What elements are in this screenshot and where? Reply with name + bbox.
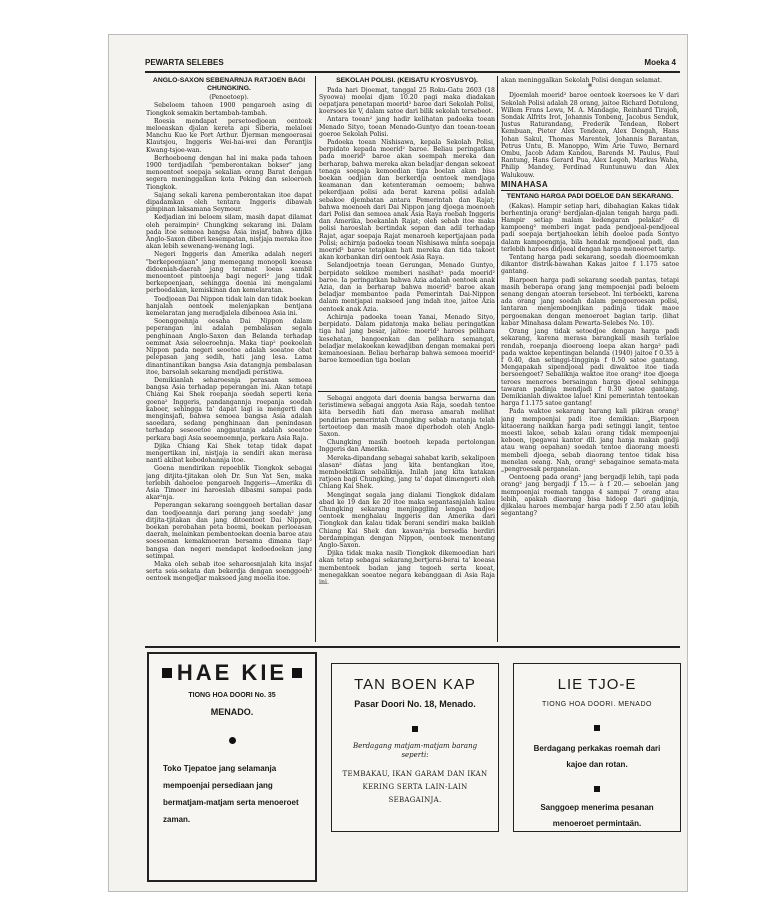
paragraph: Padoeka toean Nishisawa, kepala Sekolah Polisi, berpidato kepada moerid² baroe. Beliau peringatkan pada moerid² baroe akan soempah mereka dan berharap, bahwa mereka akan beladjar dengan sekoeat tenaga soepaja kemoedian tiga boelan akan bisa boekan oedjian dan berkerdja oentoek mendjaga keamanan dan ketenteraman oemoem; bahwa pekerdjaan polisi ada berat karena polisi adalah sebakoe djembatan antara Pemerintah dan Rajat; bahwa moenoeh dari Dai Nippon jang djoega moenoeh dari Polisi dan semoea anak Asia Raya roebah Inggeris dan Amerika, boekanlah Rajat; oleh sebab itoe maka polisi haroeslah bertindak sopan dan adil terhadap Rajat, agar soepaja Rajat menaroeh kepertjajaan pada Polisi; achirnja padoeka toean Nishisawa minta soepaja moerid² baroe tetapkan hati mereka dan tida takoet akan korbankan diri oentoek Asia Raya. <box>319 139 495 262</box>
ad-name: HAE KIE <box>176 660 288 685</box>
bullet-dot <box>229 737 236 744</box>
paragraph: Tentang harga padi sekarang, soedah dioemoemkan dikantor distrik-bawahan Kakas jaitoe f 1.175 satoe gantang. <box>501 254 679 276</box>
article-title: SEKOLAH POLISI. (KEISATU KYOSYUSYO). <box>336 77 478 84</box>
ad-line-2: TEMBAKAU, IKAN GARAM DAN IKAN KERING SERTA LAIN-LAIN SEBAGAINJA. <box>342 770 488 804</box>
ad-hae-kie <box>147 652 317 882</box>
ad-lie-tjo-e <box>513 663 681 832</box>
ornament-block <box>162 668 172 678</box>
paragraph: Biarpoen harga padi sekarang soedah pantas, tetapi masih beberapa orang jang mempoenjai padi beloem senang dengan atoeran tersebeot. Ini terboekti, karena ada orang jang soedah dalam pengoeroesan polisi, lantaran menjemboenjikan padinja tidak maoe pergoenakan dengan menoeroet bagian tarip. (lihat kabar Minahasa dalam Pewarta-Selebes No. 10). <box>501 276 679 327</box>
section-heading: MINAHASA <box>501 179 549 189</box>
paragraph: Soenggoehnja oesaha Dai Nippon dalam peperangan ini adalah pembalasan segala penghinaan Anglo-Saxon dan Belanda terhadap oemmat Asia seloeroehnja. Maka tiap² poekoelan Nippon pada negeri seoetoe adalah soeatoe obat pelepasan jang sedih, hati jang lesa. Lama dinantinantikan bangsa Asia datangnja pembalasan itoe, barsolah sekarang mendjadi peristiwa. <box>146 318 312 376</box>
paragraph: Orang jang tidak setoedjoe dengan harga padi sekarang, karena merasa barangkali masih terlaloe rendah, roepanja dioeroeng loepa akan harga² padi pada waktoe kepentingan belanda (1940) jaitoe f 0.35 à f 0.40, dan setinggi-tingginja f 0.50 satoe gantang. Mengapakah sipendjoeal padi diwaktoe itoe tiada bersoengoet? Sebaliknja waktoe itoe orang² itoe djoega teroes meneroes bersaingan harga djoeal sehingga tawaran padinja mendjadi f 0.30 satoe gantang. Demikianlah diwaktoe lalue! Kini pemerintah tentoekan harga f 1.175 satoe gantang! <box>501 328 679 408</box>
paragraph: Maka oleh sebab itoe seharoesnjalah kita insjaf serta seia-sekata dan bekerdja dengan soenggoeh² oentoek mengedjar maksoed jang moelia itoe. <box>146 560 312 583</box>
paragraph: Djoemlah moerid² baroe oentoek koersoes ke V dari Sekolah Polisi adalah 28 orang, jaitoe Richard Dotulong, Willem Frans Lewu, M. A. Mandagie, Reinhard Tirajoh, Sondak Alfrits Irot, Johannis Tonbeng, Jacobus Senduk, Justus Raturandang, Frederik Tendean, Robert Kembuan, Pieter Alex Tendean, Alex Dengah, Hans Johan Sakul, Thomas Marentek, Johannis Barantan, Petrus Untu, B. Manoppo, Wim Arie Tuwo, Bernard Ombu, Jacob Adam Kandou, Barends M. Paulus, Paul Rantung, Hans Gerard Pua, Alex Legoh, Markus Waha, Philip Mandey, Ferdinad Runtunuwu dan Alex Walukouw. <box>501 92 679 179</box>
paragraph: Berhoeboeng dengan hal ini maka pada tahoen 1900 terdjadilah "pemberontakan bokser" jang menoentoet soepaja sekalian orang Barat dengan segera meninggalkan kota Peking dan seloeroeh Tiongkok. <box>146 154 312 191</box>
paragraph: Toedjoean Dai Nippon tidak lain dan tidak boekan hanjalah oentoek melenjapkan bentjana kemelaratan jang meradjalela dibenoea Asia ini. <box>146 295 312 318</box>
ad-address: TIONG HOA DOORI. MENADO <box>542 701 652 708</box>
paragraph: Pada hari Djoemat, tanggal 25 Roku-Gatu 2603 (18 Syoowa) moelai djam 10.20 pagi maka diadakan oepatjara penetapan moerid² baroe dari Sekolah Polisi, koersoes ke V, dalam satoe dari bilik sekolah tersebeot. <box>319 86 495 116</box>
section-divider <box>318 391 496 392</box>
section-rule <box>501 190 679 191</box>
ad-name: TAN BOEN KAP <box>354 676 476 693</box>
ad-line-1: Berdagang matjam-matjam barang seperti: <box>352 742 478 759</box>
paragraph: Mengingat segala jang dialami Tiongkok didalam abad ke 19 dan ke 20 itoe maka sepantasnjalah kalau Chungking sekarang menjinggling lengan badjoe oentoek menghalau Inggeris dan Amerika dari Tiongkok dan kalau tidak berani sendiri maka baiklah Chiang Kai Shek dan kawan²nja bersedia berdiri berdampingan dengan Nippon, oentoek menentang Anglo-Saxon. <box>319 491 495 550</box>
paragraph: Achirnja padoeka toean Yanai, Menado Sityo, berpidato. Dalam pidatonja maka beliau peringatkan tiga hal jang besar, jaitoe: moerid² haroes pelihara kesehatan, bangoenkan dan pelihara semangat, beladjar melakoekan kewadjiban dengan memakai peri kemanoesiaan. Beliau berharap bahwa semoea moerid² baroe kemoedian tiga boelan <box>319 313 495 365</box>
ad-address: Pasar Doori No. 18, Menado. <box>354 699 476 709</box>
paragraph: Antara toean² jang hadir kelihatan padoeka toean Menado Sityo, toean Menado-Guntyo dan toean-toean goeroe Sekolah Polisi. <box>319 116 495 138</box>
column-divider <box>315 76 316 642</box>
column-minahasa <box>501 77 679 641</box>
star-separator: * <box>587 83 593 94</box>
paragraph: Negeri Inggeris dan Amerika adalah negeri "berkepoenjaan" jang memegang monopoli koeasa didoeniah-daerah jang teramat loeas sambil menoentoet pintoenja bagi negeri² jang tidak berkepoenjaan, sehingga doenia ini mengalami perboedakan, kemiskinan dan kemelaratan. <box>146 251 312 295</box>
paper-name: PEWARTA SELEBES <box>145 58 224 67</box>
ads-divider <box>145 646 680 648</box>
paragraph: Sajang sekali karena pemberontakan itoe dapat dipadamkan oleh tentara Inggeris dibawah pimpinan laksamana Seymour. <box>146 191 312 214</box>
ad-line-2: Sanggoep menerima pesanan menoeroet permintaän. <box>540 803 654 828</box>
article-title: ANGLO-SAXON SEBENARNJA RATJOEN BAGI CHUNGKING. <box>152 77 306 92</box>
bullet-square <box>412 726 418 732</box>
page-number: Moeka 4 <box>644 58 676 67</box>
paragraph: Pada waktoe sekarang barang kali pikiran orang² jang mempoenjai padi itoe demikian: „Biarpoen kitaoerang naikkan harga padi setinggi langit, tentoe moesti lakoe, sebab kalau orang tidak mempoenjai keboen, (pegawai kantor dll. jang hanja makan gadji atau wang oepahan) soedah tentoe diaorang moesti membeli djoega, sebab diaorang tentoe tidak bisa menelan oeang. Nah, orang² sebagainoe semata-mata „pengroesak perganelan. <box>501 408 679 473</box>
paragraph: (Kakas). Hampir setiap hari, dibahagian Kakas tidak berhentinja orang² berdjalan-djalan tengah harga padi. Hampir setiap malam kedengaran pelakat² di kampoeng² memberi ingat pada pendjoeal-pendjoeal padi soepaja bertjahoekan lebih doeloe pada Sontyo dalam kampoengnja, bila hendak mendjoeal padi, dan terlebih haroes didjoeal dengan harga menoeroet tarip. <box>501 202 679 253</box>
column-sekolah-polisi <box>319 77 495 389</box>
paragraph: Mereka-dipandang sebagai sahabat karib, sekalipoen alasan² diatas jang kita bentangkan itoe, memboektikan sebaliknja. Inilah jang kita katakan ratjoen bagi Chungking, jang ta' dapat dimengerti oleh Chiang Kai Shek. <box>319 454 495 491</box>
ad-address: TIONG HOA DOORI No. 35 <box>188 692 276 699</box>
paragraph: Sebagai anggota dari doenia bangsa berwarna dan teristimewa sebagai anggota Asia Raja, soedah tentoe kita bersedih hati dan merasa amarah melihat pendirian pemerintah Chungking sebab matanja telah tertoetoep dan masih maoe diperbodoh oleh Anglo-Saxon. <box>319 395 495 439</box>
paragraph: Goena mendirikan repoeblik Tiongkok sebagai jang ditjita-tjitakan oleh Dr. Sun Yat Sen, maka terlebih dahoeloe pengaroeh Inggeris—Amerika di Asia Timoer ini haroeslah dibasmi sampai pada akar²nja. <box>146 465 312 502</box>
bullet-square <box>594 786 600 792</box>
paragraph: akan meninggalkan Sekolah Polisi dengan selamat. <box>501 77 662 84</box>
ornament-block <box>292 668 302 678</box>
paragraph: Peperangan sekarang soenggoeh bertalian dasar dan toedjoeannja dari perang jang soedah² jang ditjita-tjitakan dan jang ditoentoet Dai Nippon, boekan perobahan peta boemi, boekan perloeasan daerah, melainkan pembentoekan doenia baroe atau soesoenan kemakmoeran bersama dimana tiap² bangsa dan negeri mendapat kedoedoekan jang setimpal. <box>146 502 312 560</box>
column-anglo-saxon <box>146 77 312 641</box>
ad-text: Toko Tjepatoe jang selamanja mempoenjai persediaan jang bermatjam-matjam serta menoeroet zaman. <box>163 764 299 824</box>
ad-tan-boen-kap <box>331 663 499 832</box>
paragraph: Chungking masih boetoeh kepada pertolongan Inggeris dan Amerika. <box>319 439 495 454</box>
paragraph: Selandjoetnja toean Gerungan, Menado Guntyo, berpidato sekikoe memberi nasihat² pada moerid² baroe. Ia peringatkan bahwa Azia adalah oentoek anak Azia, dan ia berharap bahwa moerid² baroe akan beladjar membantoe pada Pemerintah Dai-Nippon dalam mentjapai maksoed jang indah itoe, jaitoe Azia oentoek anak Azia. <box>319 262 495 313</box>
paragraph: Sebeloem tahoen 1900 pengaroeh asing di Tiongkok semakin bertambah-tambah. <box>146 102 312 117</box>
article-subtitle: (Penoetoep). <box>209 94 249 102</box>
header-rule <box>145 71 680 73</box>
paragraph: Djika Chiang Kai Shek tetap tidak dapat mengertikan ini, nistjaja ia sendiri akan merasa nanti akibat kebodohannja itoe. <box>146 442 312 465</box>
ad-name: LIE TJO-E <box>557 676 637 693</box>
column-divider <box>497 76 498 642</box>
paragraph: Oentoeng pada orang² jang bergadji lebih, tapi pada orang² jang bergadji f 15.— à f 20.— seboelan jang mempoenjai roemah tangga 4 sampai 7 orang atau lebih, apakah diaorang bisa hidoep dari gadjinja, djikalau haroes membajar harga padi f 2.50 atau lebih segantang? <box>501 474 679 518</box>
running-header <box>145 58 680 70</box>
paragraph: Kedjadian ini beloem silam, masih dapat dilamat oleh peraimpin² Chungking sekarang ini. Dalam pada itoe semoea bangsa Asia insjaf, bahwa djika Anglo-Saxon diberi kesempatan, nistjaja meraka itoe akan lebih sewenang-wenang lagi. <box>146 214 312 251</box>
paragraph: Roesia mendapat persetoedjoean oentoek meloeaskan djalan kereta api Siberia, melaloei Manchu Kuo ke Port Arthur. Djerman mengoerasai Klautsjou, Inggeris Wei-hai-wei dan Perantjis Kwang-tsjoe-wan. <box>146 117 312 154</box>
ad-line-1: Berdagang perkakas roemah dari kajoe dan rotan. <box>533 744 661 769</box>
ad-city: MENADO. <box>210 707 254 717</box>
paragraph: Djika tidak maka nasib Tiongkok dikemoedian hari akan tetap sebagai sekarang,bertjerai-berai ta' koeasa membentoek badan jang tegoeh serta koeat, menegakkan soeatoe negara kebanggaan di Asia Raja ini. <box>319 550 495 587</box>
column-anglo-saxon-continued <box>319 395 495 641</box>
paragraph: Demikianlah seharoesnja perasaan semoea bangsa Asia terhadap peperangan ini. Akan tetapi Chiang Kai Shek roepanja soedah seperti kena goena² Inggeris, pandangannja roepanja soedah kaboer, sehingga ta' dapat lagi ia mengerti dan menginsjafi, bahwa semoea bangsa Asia adalah saoedara, sedang penghinaan dan penindasan terhadap seseoetoe anggautanja adalah soeatoe perkara bagi Asia seoemoemnja, perkara Asia Raja. <box>146 376 312 442</box>
article-title: TENTANG HARGA PADI DOELOE DAN SEKARANG. <box>506 193 674 201</box>
bullet-square <box>594 725 600 731</box>
